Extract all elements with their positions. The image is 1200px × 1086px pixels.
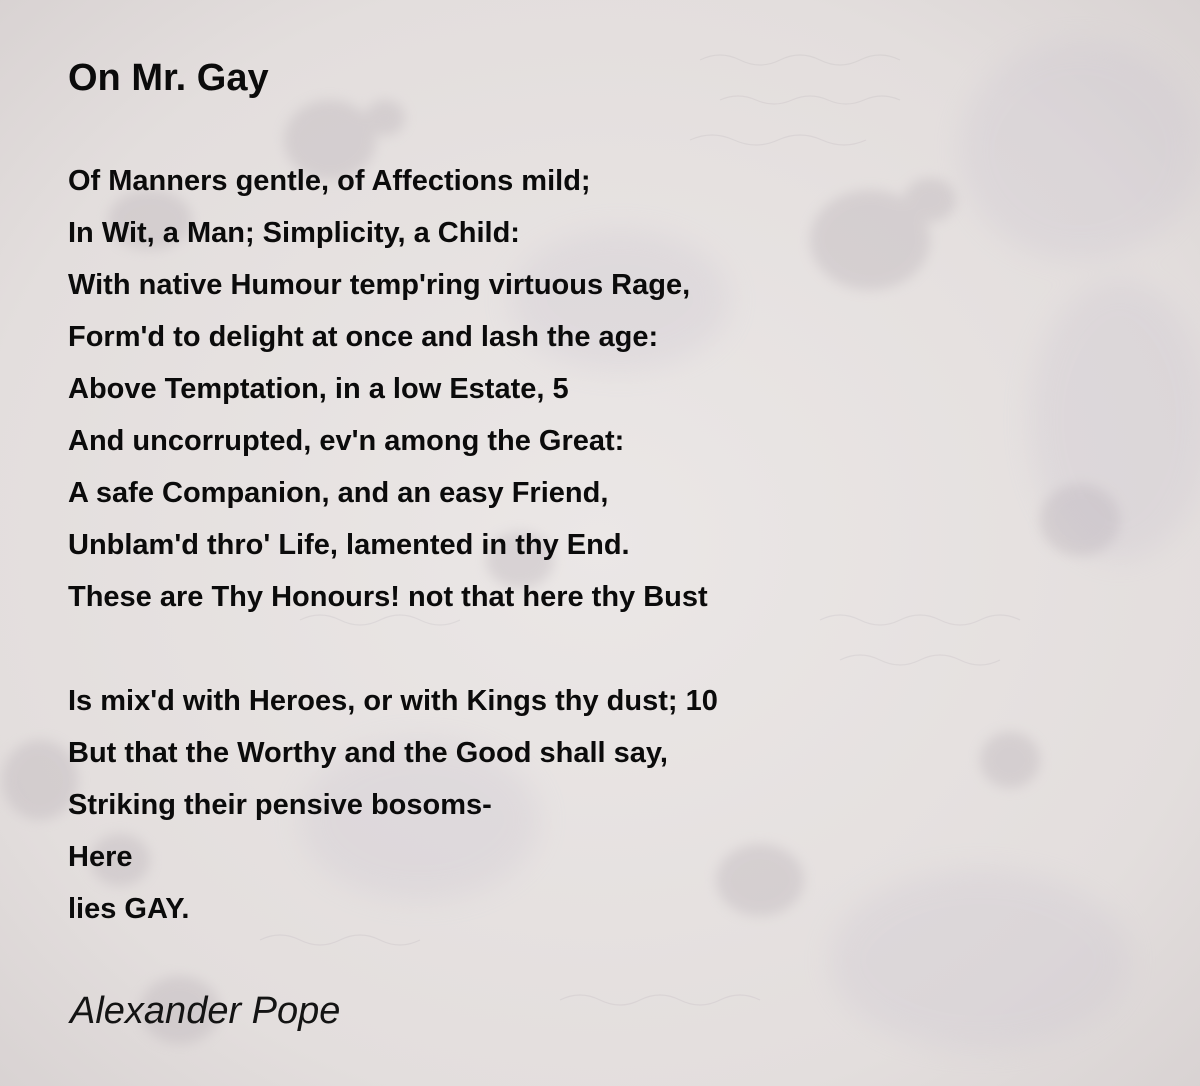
- poem-author: Alexander Pope: [70, 990, 341, 1032]
- poem-line: Above Temptation, in a low Estate, 5: [68, 373, 569, 405]
- poem-line: Here: [68, 841, 133, 873]
- poem-line: In Wit, a Man; Simplicity, a Child:: [68, 217, 520, 249]
- poem-line: lies GAY.: [68, 893, 190, 925]
- poem-line: Is mix'd with Heroes, or with Kings thy dust; 10: [68, 685, 718, 717]
- stanza-2: [68, 675, 718, 935]
- poem-line: But that the Worthy and the Good shall say,: [68, 737, 668, 769]
- poem-line: Striking their pensive bosoms-: [68, 789, 492, 821]
- poem-line: Form'd to delight at once and lash the age:: [68, 321, 659, 353]
- stanza-1: [68, 155, 708, 623]
- poem-title: On Mr. Gay: [68, 57, 269, 99]
- poem-line: And uncorrupted, ev'n among the Great:: [68, 425, 625, 457]
- poem-line: With native Humour temp'ring virtuous Rage,: [68, 269, 691, 301]
- poem-line: Of Manners gentle, of Affections mild;: [68, 165, 591, 197]
- poem-line: These are Thy Honours! not that here thy Bust: [68, 581, 708, 613]
- poem-line: Unblam'd thro' Life, lamented in thy End.: [68, 529, 630, 561]
- poem-line: A safe Companion, and an easy Friend,: [68, 477, 609, 509]
